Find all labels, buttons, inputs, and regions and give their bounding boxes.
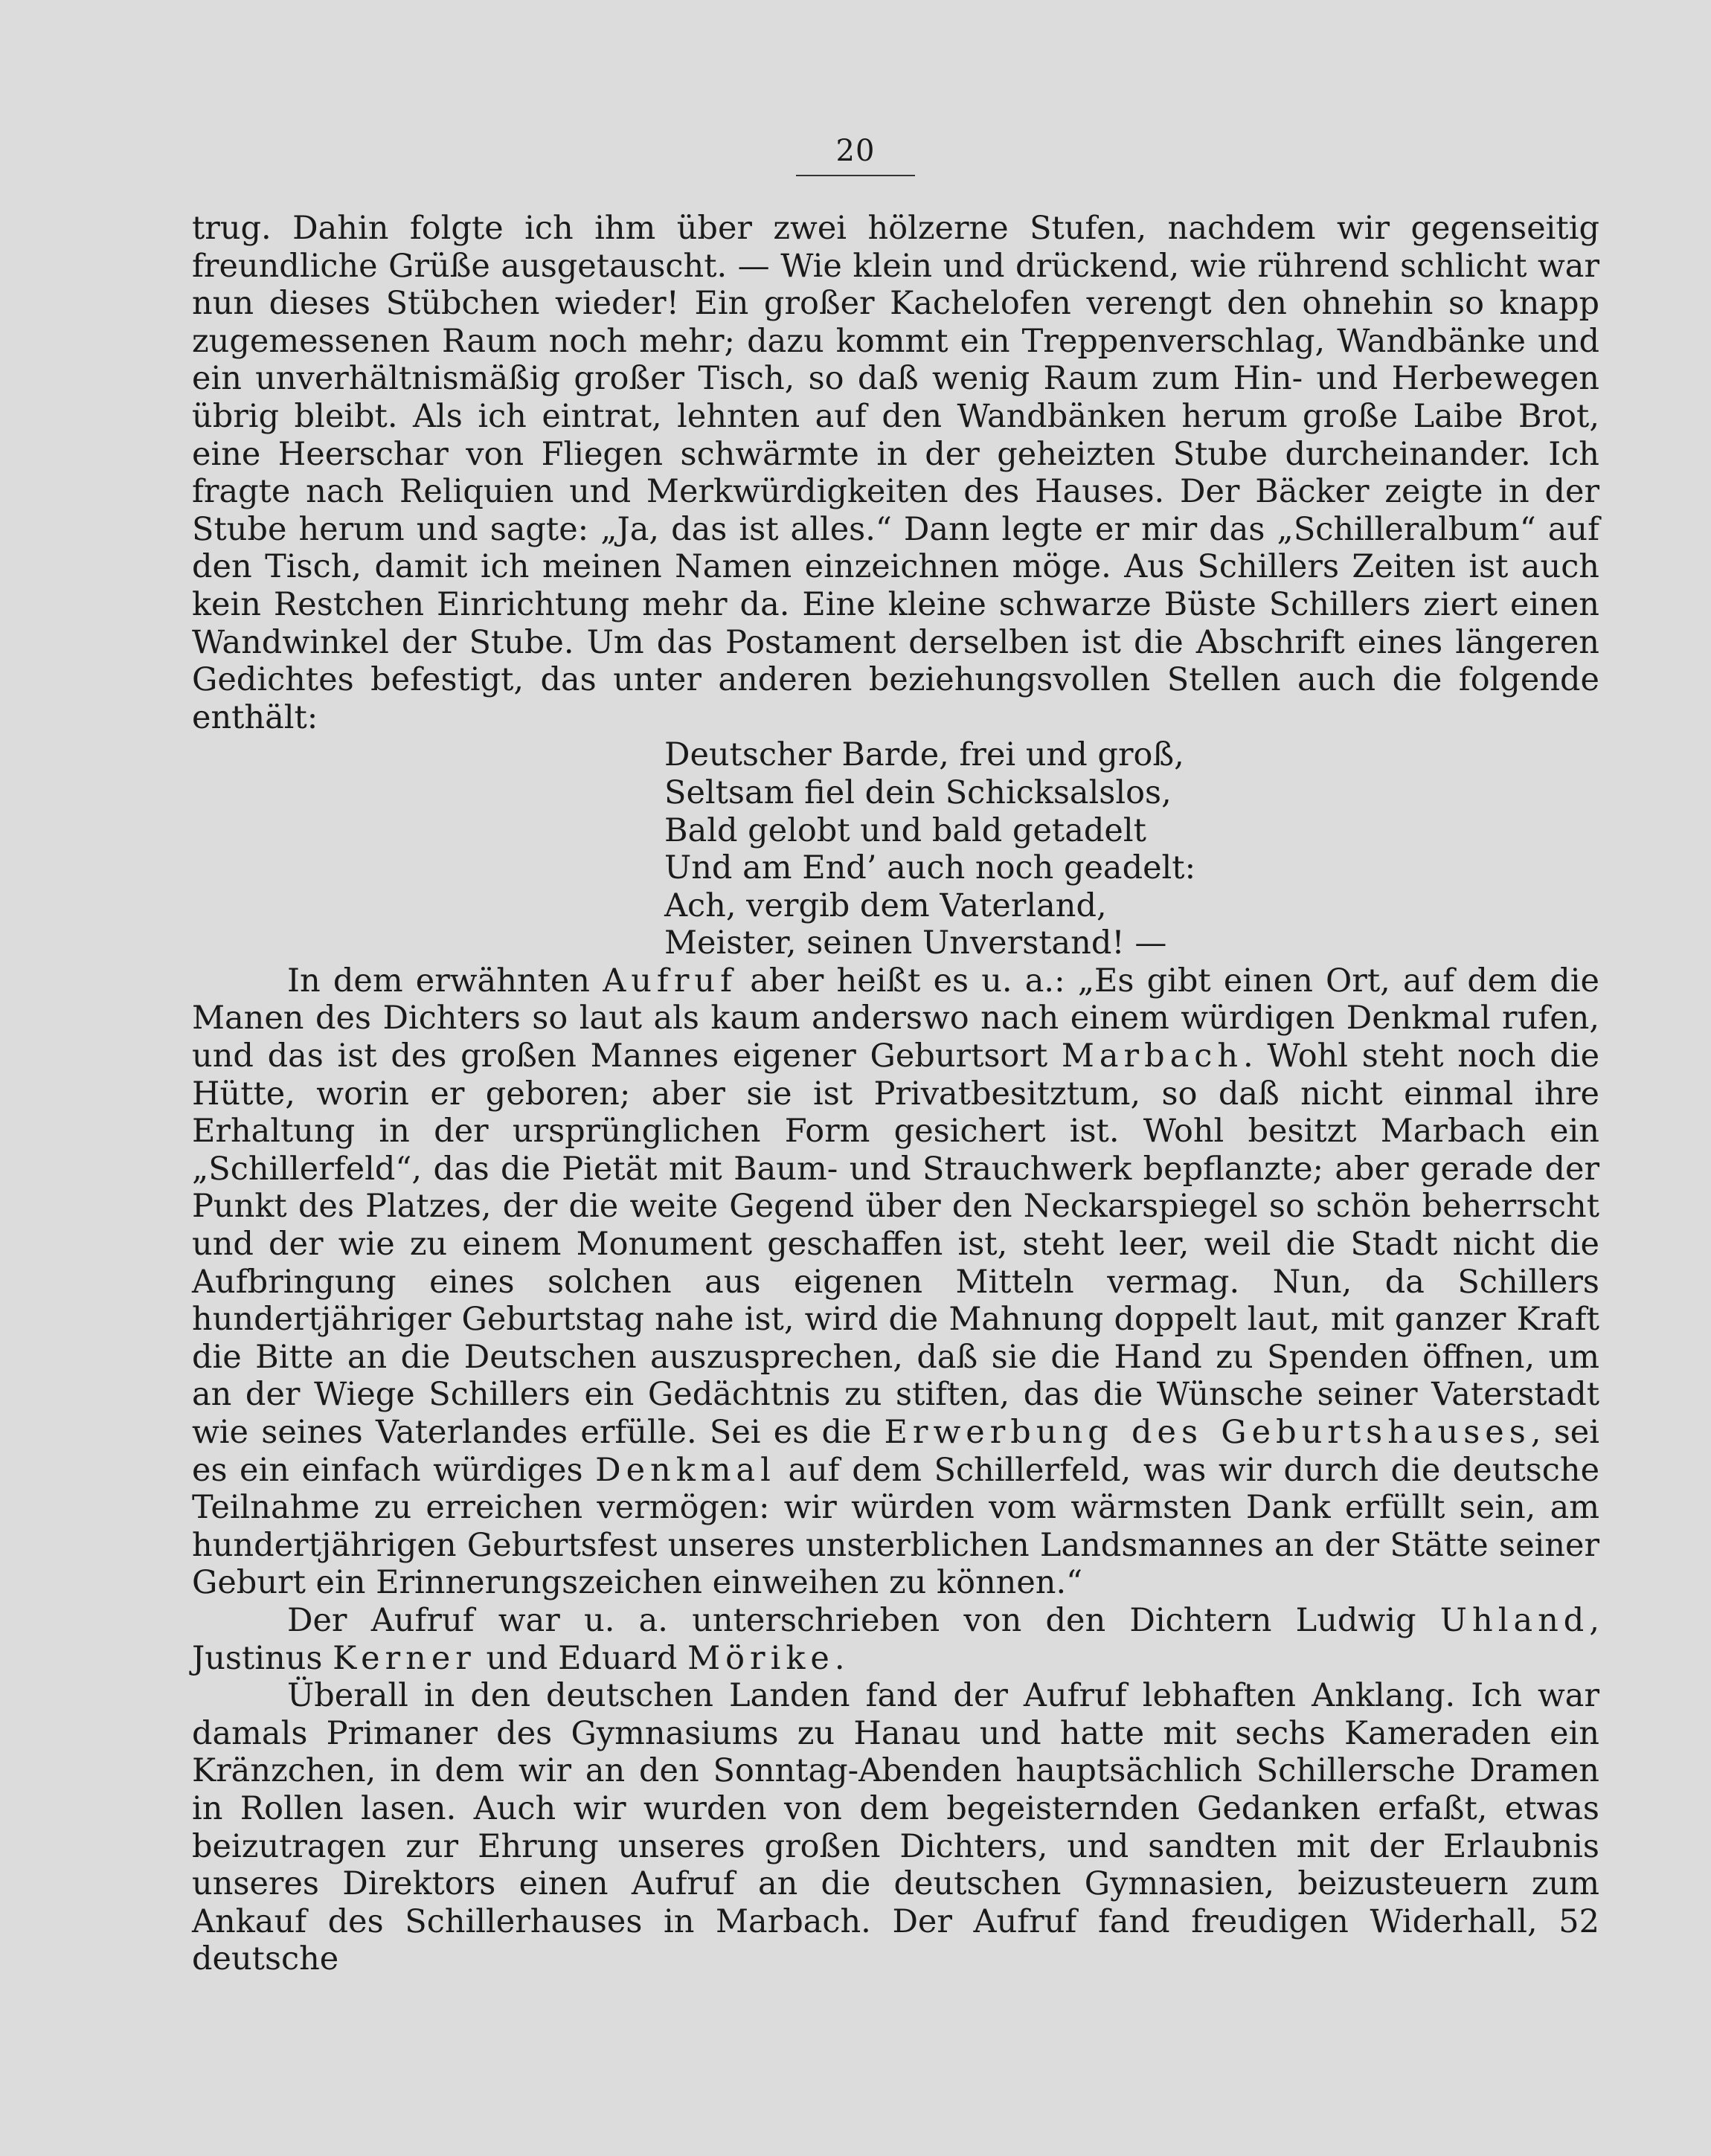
- emphasis-moerike: Mörike: [687, 1639, 835, 1677]
- emphasis-uhland: Uhland: [1439, 1601, 1590, 1639]
- poem-line: Meister, seinen Unverstand! —: [664, 924, 1167, 962]
- poem-line: Deutscher Barde, frei und groß,: [664, 736, 1184, 774]
- emphasis-kerner: Kerner: [333, 1639, 476, 1677]
- paragraph-3: [192, 1602, 1599, 1677]
- poem-line: Und am End’ auch noch geadelt:: [664, 849, 1196, 887]
- text-run: . Wohl steht noch die Hütte, worin er geboren; aber sie ist Privatbesitztum, so daß nicht einmal ihre Erhaltung in der ursprünglichen Form gesichert ist. Wohl besitzt Marbach ein „Schillerfeld“, das die Pietät mit Baum- und Strauchwerk bepflanzte; aber gerade der Punkt des Platzes, der die weite Gegend über den Neckarspiegel so schön beherrscht und der wie zu einem Monument geschaffen ist, steht leer, weil die Stadt nicht die Aufbringung eines solchen aus eigenen Mitteln vermag. Nun, da Schillers hundertjähriger Geburtstag nahe ist, wird die Mahnung doppelt laut, mit ganzer Kraft die Bitte an die Deutschen auszusprechen, daß sie die Hand zu Spenden öffnen, um an der Wiege Schillers ein Gedächtnis zu stiften, das die Wünsche seiner Vaterstadt wie seines Vaterlandes erfülle. Sei es die: [192, 1037, 1600, 1451]
- paragraph-4: Überall in den deutschen Landen fand der Aufruf lebhaften Anklang. Ich war damals Primaner des Gymnasiums zu Hanau und hatte mit sechs Kameraden ein Kränzchen, in dem wir an den Sonntag-Abenden hauptsächlich Schillersche Dramen in Rollen lasen. Auch wir wurden von dem begeisternden Gedanken erfaßt, etwas beizutragen zur Ehrung unseres großen Dichters, und sandten mit der Erlaubnis unseres Direktors einen Aufruf an die deutschen Gymnasien, beizusteuern zum Ankauf des Schillerhauses in Marbach. Der Aufruf fand freudigen Widerhall, 52 deutsche: [192, 1677, 1599, 1978]
- text-run: auf dem Schillerfeld, was wir durch die deutsche Teilnahme zu erreichen vermögen: wir würden vom wärmsten Dank erfüllt sein, am hundertjährigen Geburtsfest unseres unsterblichen Landsmannes an der Stätte seiner Geburt ein Erinnerungszeichen einweihen zu können.“: [192, 1451, 1600, 1602]
- text-run: , Justinus: [192, 1601, 1599, 1677]
- page-number: 20: [835, 134, 876, 168]
- emphasis-aufruf: Aufruf: [603, 962, 738, 1000]
- text-run: , sei es ein einfach würdiges: [192, 1414, 1600, 1489]
- body-text: [192, 210, 1599, 1978]
- emphasis-marbach: Marbach: [1061, 1037, 1244, 1075]
- text-run: In dem erwähnten: [287, 962, 591, 1000]
- paragraph-1: trug. Dahin folgte ich ihm über zwei hölzerne Stufen, nachdem wir gegenseitig freundliche Grüße ausgetauscht. — Wie klein und drückend, wie rührend schlicht war nun dieses Stübchen wieder! Ein großer Kachelofen verengt den ohnehin so knapp zugemessenen Raum noch mehr; dazu kommt ein Treppenverschlag, Wandbänke und ein unverhältnismäßig großer Tisch, so daß wenig Raum zum Hin- und Herbewegen übrig bleibt. Als ich eintrat, lehnten auf den Wandbänken herum große Laibe Brot, eine Heerschar von Fliegen schwärmte in der geheizten Stube durcheinander. Ich fragte nach Reliquien und Merkwürdigkeiten des Hauses. Der Bäcker zeigte in der Stube herum und sagte: „Ja, das ist alles.“ Dann legte er mir das „Schilleralbum“ auf den Tisch, damit ich meinen Namen einzeichnen möge. Aus Schillers Zeiten ist auch kein Restchen Einrichtung mehr da. Eine kleine schwarze Büste Schillers ziert einen Wandwinkel der Stube. Um das Postament derselben ist die Abschrift eines längeren Gedichtes befestigt, das unter anderen beziehungsvollen Stellen auch die folgende enthält:: [192, 210, 1599, 736]
- poem-line: Seltsam fiel dein Schicksalslos,: [664, 773, 1172, 811]
- poem-line: Ach, vergib dem Vaterland,: [664, 886, 1107, 924]
- paragraph-2: [192, 962, 1599, 1602]
- poem-line: Bald gelobt und bald getadelt: [664, 811, 1146, 849]
- text-run: und Eduard: [486, 1639, 678, 1677]
- poem: [192, 736, 1599, 962]
- text-run: Der Aufruf war u. a. unterschrieben von den Dichtern Ludwig: [287, 1601, 1416, 1639]
- emphasis-erwerbung: Erwerbung des Geburtshauses: [884, 1414, 1531, 1451]
- emphasis-denkmal: Denkmal: [595, 1451, 776, 1489]
- page-number-rule: [796, 175, 915, 176]
- text-run: aber heißt es u. a.: „Es gibt einen Ort, auf dem die Manen des Dichters so laut als kaum anderswo nach einem würdigen Denkmal rufen, und das ist des großen Mannes eigener Geburtsort: [192, 962, 1600, 1075]
- text-run: .: [834, 1639, 845, 1677]
